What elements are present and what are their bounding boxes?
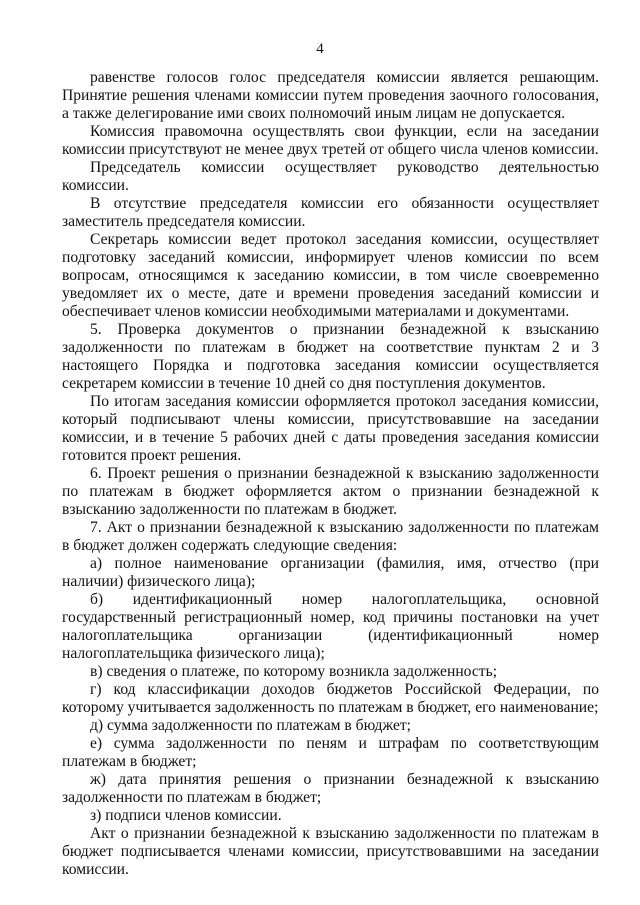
paragraph-act-signing: Акт о признании безнадежной к взысканию задолженности по платежам в бюджет подписывается членами комиссии, присутствовавшими на заседании комиссии. — [62, 825, 599, 878]
document-body — [62, 69, 599, 879]
paragraph-chair-duties: Председатель комиссии осуществляет руководство деятельностью комиссии. — [62, 159, 599, 194]
paragraph-item-7: 7. Акт о признании безнадежной к взысканию задолженности по платежам в бюджет должен содержать следующие сведения: — [62, 519, 599, 554]
paragraph-protocol: По итогам заседания комиссии оформляется протокол заседания комиссии, который подписывают члены комиссии, присутствовавшие на заседании комиссии, и в течение 5 рабочих дней с даты проведения заседания комиссии готовится проект решения. — [62, 393, 599, 464]
list-item-e: е) сумма задолженности по пеням и штрафам по соответствующим платежам в бюджет; — [62, 735, 599, 770]
paragraph-deputy-chair: В отсутствие председателя комиссии его обязанности осуществляет заместитель председателя комиссии. — [62, 195, 599, 230]
list-item-zh: ж) дата принятия решения о признании безнадежной к взысканию задолженности по платежам в бюджет; — [62, 771, 599, 806]
list-item-a: а) полное наименование организации (фамилия, имя, отчество (при наличии) физического лица); — [62, 555, 599, 590]
list-item-g: г) код классификации доходов бюджетов Российской Федерации, по которому учитывается задолженность по платежам в бюджет, его наименование; — [62, 681, 599, 716]
list-item-b: б) идентификационный номер налогоплательщика, основной государственный регистрационный номер, код причины постановки на учет налогоплательщика организации (идентификационный номер налогоплательщика физического лица); — [62, 591, 599, 662]
paragraph-voting-tie: равенстве голосов голос председателя комиссии является решающим. Принятие решения членами комиссии путем проведения заочного голосования, а также делегирование ими своих полномочий иным лицам не допускается. — [62, 69, 599, 122]
list-item-z: з) подписи членов комиссии. — [90, 807, 282, 824]
paragraph-secretary: Секретарь комиссии ведет протокол заседания комиссии, осуществляет подготовку заседаний комиссии, информирует членов комиссии по всем вопросам, относящимся к заседанию комиссии, в том числе своевременно уведомляет их о месте, дате и времени проведения заседаний комиссии и обеспечивает членов комиссии необходимыми материалами и документами. — [62, 231, 599, 320]
list-item-v: в) сведения о платеже, по которому возникла задолженность; — [90, 663, 498, 680]
page-number: 4 — [316, 41, 324, 57]
paragraph-item-6: 6. Проект решения о признании безнадежной к взысканию задолженности по платежам в бюджет оформляется актом о признании безнадежной к взысканию задолженности по платежам в бюджет. — [62, 465, 599, 518]
paragraph-quorum: Комиссия правомочна осуществлять свои функции, если на заседании комиссии присутствуют не менее двух третей от общего числа членов комиссии. — [62, 123, 599, 158]
list-item-d: д) сумма задолженности по платежам в бюджет; — [90, 717, 412, 734]
paragraph-item-5: 5. Проверка документов о признании безнадежной к взысканию задолженности по платежам в бюджет на соответствие пунктам 2 и 3 настоящего Порядка и подготовка заседания комиссии осуществляется секретарем комиссии в течение 10 дней со дня поступления документов. — [62, 321, 599, 392]
